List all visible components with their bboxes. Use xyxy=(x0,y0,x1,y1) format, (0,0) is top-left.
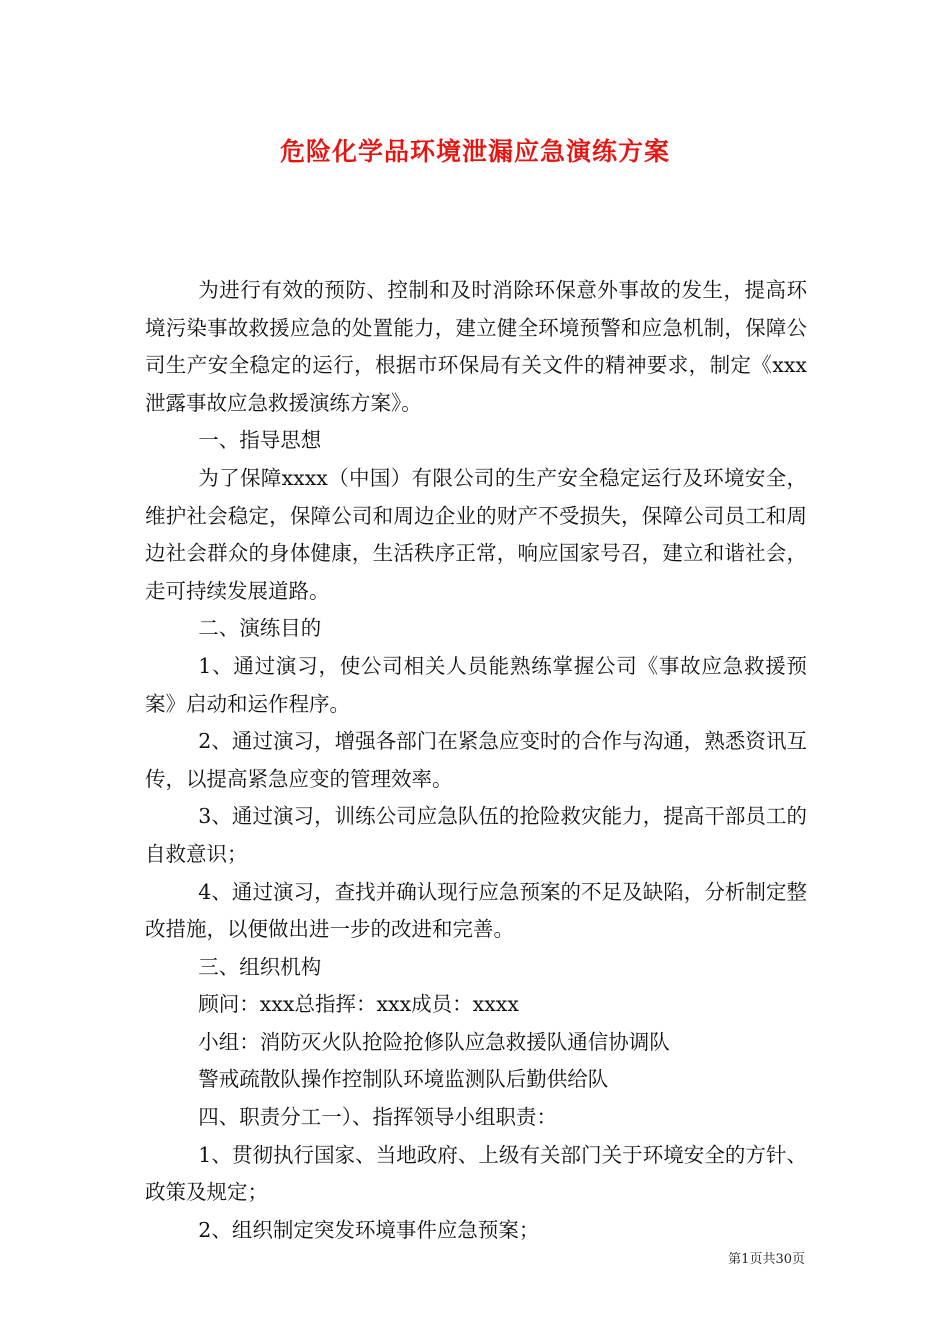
document-body xyxy=(145,272,807,1249)
page-number: 第1页共30页 xyxy=(728,1252,805,1267)
paragraph-purpose-3: 3、通过演习，训练公司应急队伍的抢险救灾能力，提高干部员工的自救意识； xyxy=(145,804,807,866)
paragraph-responsibility-2: 2、组织制定突发环境事件应急预案； xyxy=(198,1217,540,1242)
paragraph-teams-2: 警戒疏散队操作控制队环境监测队后勤供给队 xyxy=(198,1067,609,1092)
heading-guiding-ideology: 一、指导思想 xyxy=(198,428,322,453)
heading-drill-purpose: 二、演练目的 xyxy=(198,616,322,641)
document-title: 危险化学品环境泄漏应急演练方案 xyxy=(279,137,670,166)
paragraph-purpose-1: 1、通过演习，使公司相关人员能熟练掌握公司《事故应急救援预案》启动和运作程序。 xyxy=(145,653,807,716)
paragraph-intro: 为进行有效的预防、控制和及时消除环保意外事故的发生，提高环境污染事故救援应急的处置能力，建立健全环境预警和应急机制，保障公司生产安全稳定的运行，根据市环保局有关文件的精神要求，制定《xxx泄露事故应急救援演练方案》。 xyxy=(145,278,807,415)
paragraph-purpose-4: 4、通过演习，查找并确认现行应急预案的不足及缺陷，分析制定整改措施，以便做出进一步的改进和完善。 xyxy=(145,879,807,942)
heading-organization: 三、组织机构 xyxy=(198,954,322,979)
paragraph-guiding-ideology: 为了保障xxxx（中国）有限公司的生产安全稳定运行及环境安全，维护社会稳定，保障公司和周边企业的财产不受损失，保障公司员工和周边社会群众的身体健康，生活秩序正常，响应国家号召，建立和谐社会，走可持续发展道路。 xyxy=(145,465,807,603)
paragraph-responsibility-1: 1、贯彻执行国家、当地政府、上级有关部门关于环境安全的方针、政策及规定； xyxy=(145,1142,807,1205)
paragraph-teams-1: 小组：消防灭火队抢险抢修队应急救援队通信协调队 xyxy=(198,1029,670,1054)
paragraph-purpose-2: 2、通过演习，增强各部门在紧急应变时的合作与沟通，熟悉资讯互传，以提高紧急应变的管理效率。 xyxy=(145,729,807,791)
heading-responsibilities: 四、职责分工一）、指挥领导小组职责： xyxy=(198,1105,558,1130)
paragraph-advisors: 顾问：xxx总指挥：xxx成员：xxxx xyxy=(198,992,519,1017)
